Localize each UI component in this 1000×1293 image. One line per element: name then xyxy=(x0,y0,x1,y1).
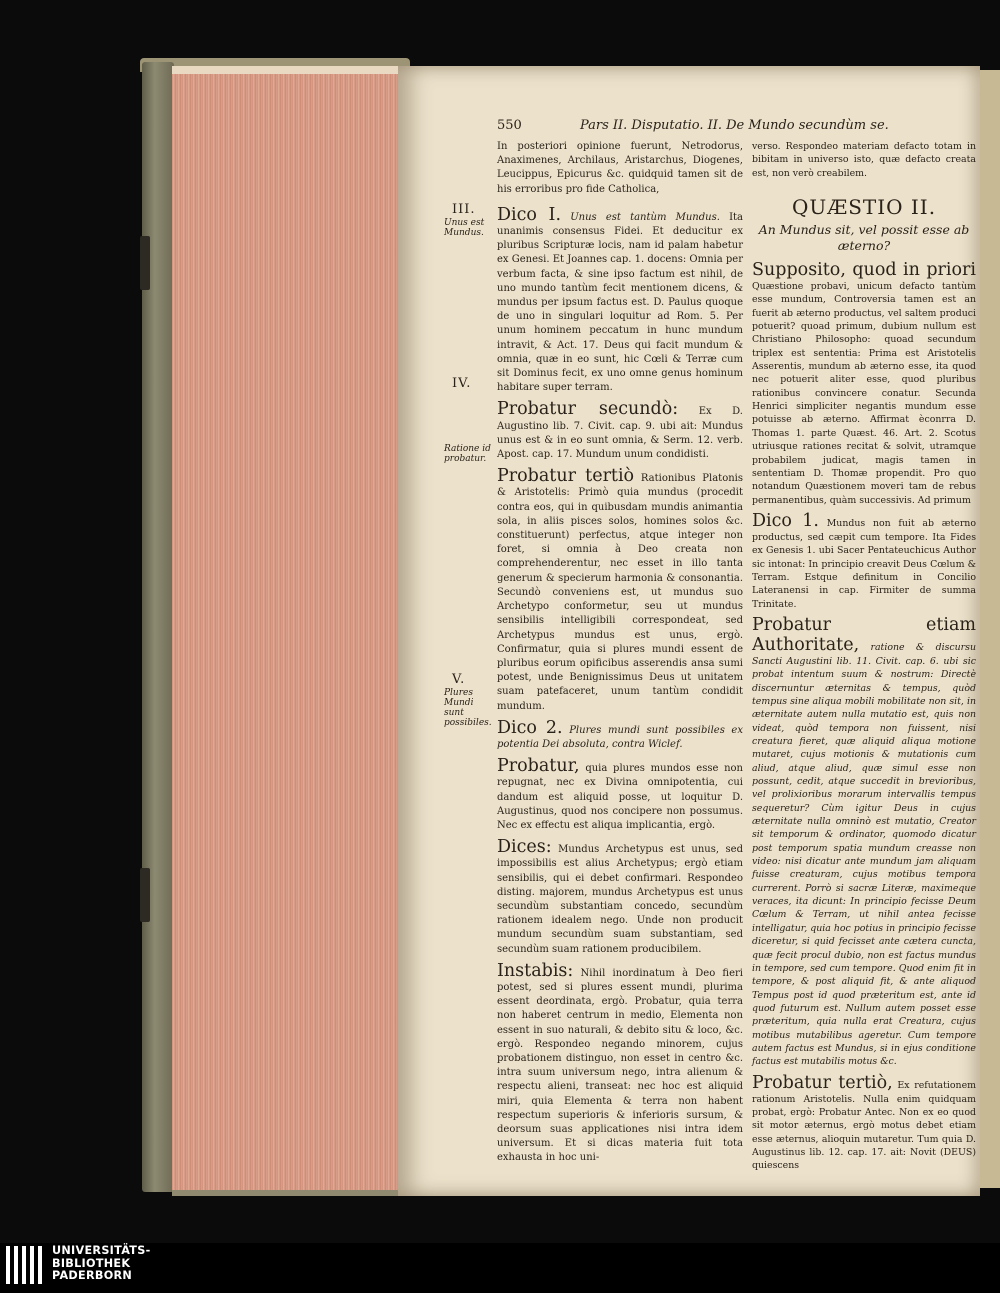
paragraph xyxy=(497,961,743,1166)
margin-number-v: V. xyxy=(452,672,466,687)
right-text-column xyxy=(752,140,976,1173)
margin-note-v: Plures Mundi sunt possibiles. xyxy=(444,688,492,728)
dico-heading: Dico 1. xyxy=(752,510,819,531)
paragraph: verso. Respondeo materiam defacto totam in bibitam in universo isto, quæ defacto creata est, non verò creabilem. xyxy=(752,141,976,179)
library-logo-icon xyxy=(6,1246,46,1284)
page-header xyxy=(497,118,977,133)
paragraph-text: Ex refutationem rationum Aristotelis. Nulla enim quidquam probat, ergò: Probatur Antec. Non ex eo quod sit motor æternus, ergò motus debet etiam esse æternus, alioquin mutaretur. Tum quia D. Augustinus lib. 12. cap. 17. ait: Novit (DEUS) quiescens xyxy=(752,1079,977,1172)
page-number: 550 xyxy=(497,118,522,133)
page-block-edge xyxy=(172,66,404,1196)
paragraph xyxy=(497,718,743,752)
thesis-text: Unus est tantùm Mundus. xyxy=(570,211,720,223)
logo-line: PADERBORN xyxy=(52,1269,133,1282)
paragraph-text: Ex D. Augustino lib. 7. Civit. cap. 9. ubi ait: Mundus unus est & in eo sunt omnia, & Serm. 12. verb. Apost. cap. 17. Mundum unum condidisti. xyxy=(497,406,743,461)
clasp-icon xyxy=(140,868,150,922)
supposito-heading: Supposito, quod in priori xyxy=(752,260,976,281)
paragraph xyxy=(497,756,743,833)
probatur-heading: Probatur, xyxy=(497,756,580,777)
logo-line: UNIVERSITÄTS- xyxy=(52,1244,151,1257)
paragraph-text: Ita unanimis consensus Fidei. Et deducitur ex pluribus Scripturæ locis, nam id palam habetur ex Genesi. Et Joannes cap. 1. docens: Omnia per verbum facta, & sine ipso factum est nihil, de uno mundo tantùm fecit mentionem dicens, & mundus per ipsum factus est. D. Paulus quoque de uno in singulari loquitur ad Rom. 5. Per unum hominem peccatum in hunc mundum intravit, & Act. 17. Deus qui facit mundum & omnia, quæ in eo sunt, hic Cœli & Terræ cum sit Dominus fecit, ex uno omne genus hominum habitare super terram. xyxy=(497,211,743,394)
paragraph-text: Mundus Archetypus est unus, sed impossibilis est alius Archetypus; ergò etiam sensibilis, qui ei debet confirmari. Respondeo disting. majorem, mundus Archetypus est unus secundùm substantiam concedo, secundùm rationem idealem nego. Unde non producit mundum secundùm suam substantiam, sed secundùm suam rationem producibilem. xyxy=(497,844,743,955)
logo-line: BIBLIOTHEK xyxy=(52,1256,131,1270)
margin-note-iii: Unus est Mundus. xyxy=(444,218,485,238)
thesis-text: Plures mundi sunt possibiles ex potentia Dei absoluta, contra Wiclef. xyxy=(497,724,743,750)
dico-heading: Dico I. xyxy=(497,204,562,225)
page-block-top xyxy=(172,66,404,74)
paragraph-text: Rationibus Platonis & Aristotelis: Primò quia mundus (procedit contra eos, qui in quibusdam mundis animantia sola, in aliis pisces solos, homines solos &c. constituerunt) perfectus, atque integer non foret, si omnia à Deo creata non comprehenderentur, nec esset in illo tanta generum & specierum harmonia & consonantia. Secundò conveniens est, ut mundus suo Archetypo conformetur, seu ut mundus sensibilis intelligibili correspondeat, sed Archetypus mundus est unus, ergò. Confirmatur, quia si plures mundi essent de pluribus eorum opificibus asserendis ansa sumi potest, unde Benignissimus Deus ut unitatem suam patefaceret, unum tantùm condidit mundum. xyxy=(497,473,743,712)
paragraph xyxy=(752,615,976,1069)
paragraph xyxy=(497,205,743,396)
left-text-column xyxy=(497,140,743,1166)
paragraph xyxy=(752,1073,976,1173)
margin-number-iv: IV. xyxy=(452,376,472,391)
question-subtitle: An Mundus sit, vel possit esse ab æterno? xyxy=(758,222,970,254)
paragraph xyxy=(752,260,976,507)
paragraph-text: Nihil inordinatum à Deo fieri potest, sed si plures essent mundi, plurima essent deordinata, ergò. Probatur, quia terra non haberet centrum in medio, Elementa non essent in suo naturali, & debito situ & loco, &c. ergò. Respondeo negando minorem, cujus probationem distinguo, non esset in centro &c. intra suum universum nego, intra alienum & respectu alieni, transeat: nec hoc est aliquid miri, quia Elementa & terra non habent respectum superioris & inferioris sursum, & deorsum suas applicationes nisi intra idem universum. Et si dicas materia fuit tota exhausta in hoc uni- xyxy=(497,967,743,1164)
probatur-heading: Probatur secundò: xyxy=(497,399,679,420)
margin-note-iv: Ratione id probatur. xyxy=(444,444,491,464)
dico-heading: Dico 2. xyxy=(497,717,563,738)
margin-number-iii: III. xyxy=(452,202,476,217)
paragraph-text: Quæstione probavi, unicum defacto tantùm esse mundum, Controversia tamen est an fuerit ab æterno productus, vel saltem produci potuerit? quoad primum, dubium nullum est Christiano Philosopho: quoad secundum triplex est sententia: Prima est Aristotelis Asserentis, mundum ab æterno esse, ita quod nec potuerit aliter esse, quod pluribus rationibus convincere conatur. Secunda Henrici simpliciter negantis mundum esse potuisse ab æterno. Affirmat èconrra D. Thomas 1. parte Quæst. 46. Art. 2. Scotus utriusque rationes recitat & solvit, utramque probabilem judicat, magis tamen in sententiam D. Thomæ propendit. Pro quo notandum Quæstionem moveri tam de rebus permanentibus, quàm successivis. Ad primum xyxy=(752,281,976,506)
paragraph-text: quia plures mundos esse non repugnat, nec ex Divina omnipotentia, cui dandum est aliquid posse, ut loquitur D. Augustinus, quod nos concipere non possumus. Nec ex effectu est aliqua implicantia, ergò. xyxy=(497,763,743,831)
book-spine xyxy=(142,62,174,1192)
library-logo-text xyxy=(52,1245,151,1283)
instabis-heading: Instabis: xyxy=(497,960,574,981)
paragraph xyxy=(497,837,743,957)
paragraph xyxy=(497,399,743,462)
clasp-icon xyxy=(140,236,150,290)
dices-heading: Dices: xyxy=(497,837,552,858)
paragraph: In posteriori opinione fuerunt, Netrodorus, Anaximenes, Archilaus, Aristarchus, Diogenes, Leucippus, Epicurus &c. quidquid tamen sit de his erroribus pro fide Catholica, xyxy=(497,141,743,195)
probatur-heading: Probatur tertiò, xyxy=(752,1072,893,1093)
probatur-heading: Probatur etiam Authoritate, xyxy=(752,614,976,655)
paragraph xyxy=(752,511,976,611)
question-title: QUÆSTIO II. xyxy=(791,195,937,220)
paragraph-text: Mundus non fuit ab æterno productus, sed cæpit cum tempore. Ita Fides ex Genesis 1. ubi Sacer Pentateuchicus Author sic intonat: In principio creavit Deus Cœlum & Terram. Estque definitum in Concilio Lateranensi in cap. Firmiter de summa Trinitate. xyxy=(752,517,976,610)
paragraph-text: ratione & discursu Sancti Augustini lib. 11. Civit. cap. 6. ubi sic probat intentum suum & nostrum: Directè discernuntur æternitas & tempus, quòd tempus sine aliqua mobili mobilitate non sit, in æternitate autem nulla mutatio est, quis non videat, quòd tempora non fuissent, nisi creatura fieret, quæ aliquid aliqua motione mutaret, cujus motionis & mutationis cum aliud, atque aliud, quæ simul esse non possunt, cedit, atque succedit in brevioribus, vel prolixioribus morarum intervallis tempus sequeretur? Cùm igitur Deus in cujus æternitate nulla omninò est mutatio, Creator sit temporum & ordinator, quomodo dicatur post temporum spatia mundum creasse non video: nisi dicatur ante mundum jam aliquam fuisse creaturam, cujus motibus tempora currerent. Porrò si sacræ Literæ, maximeque veraces, ita dicunt: In principio fecisse Deum Cœlum & Terram, ut nihil antea fecisse intelligatur, quia hoc potius in principio fecisse diceretur, si quid fecisset ante cætera cuncta, quæ fecit procul dubio, non est factus mundus in tempore, sed cum tempore. Quod enim fit in tempore, & post aliquid fit, & ante aliquod Tempus post id quod præteritum est, ante id quod futurum est. Nullum autem posset esse præteritum, quia nulla erat Creatura, cujus motibus mutabilibus ageretur. Cum tempore autem factus est Mundus, si in ejus conditione factus est mutabilis motus &c. xyxy=(752,641,976,1068)
running-title: Pars II. Disputatio. II. De Mundo secundùm se. xyxy=(579,118,889,133)
paragraph xyxy=(497,466,743,713)
probatur-heading: Probatur tertiò xyxy=(497,466,635,487)
